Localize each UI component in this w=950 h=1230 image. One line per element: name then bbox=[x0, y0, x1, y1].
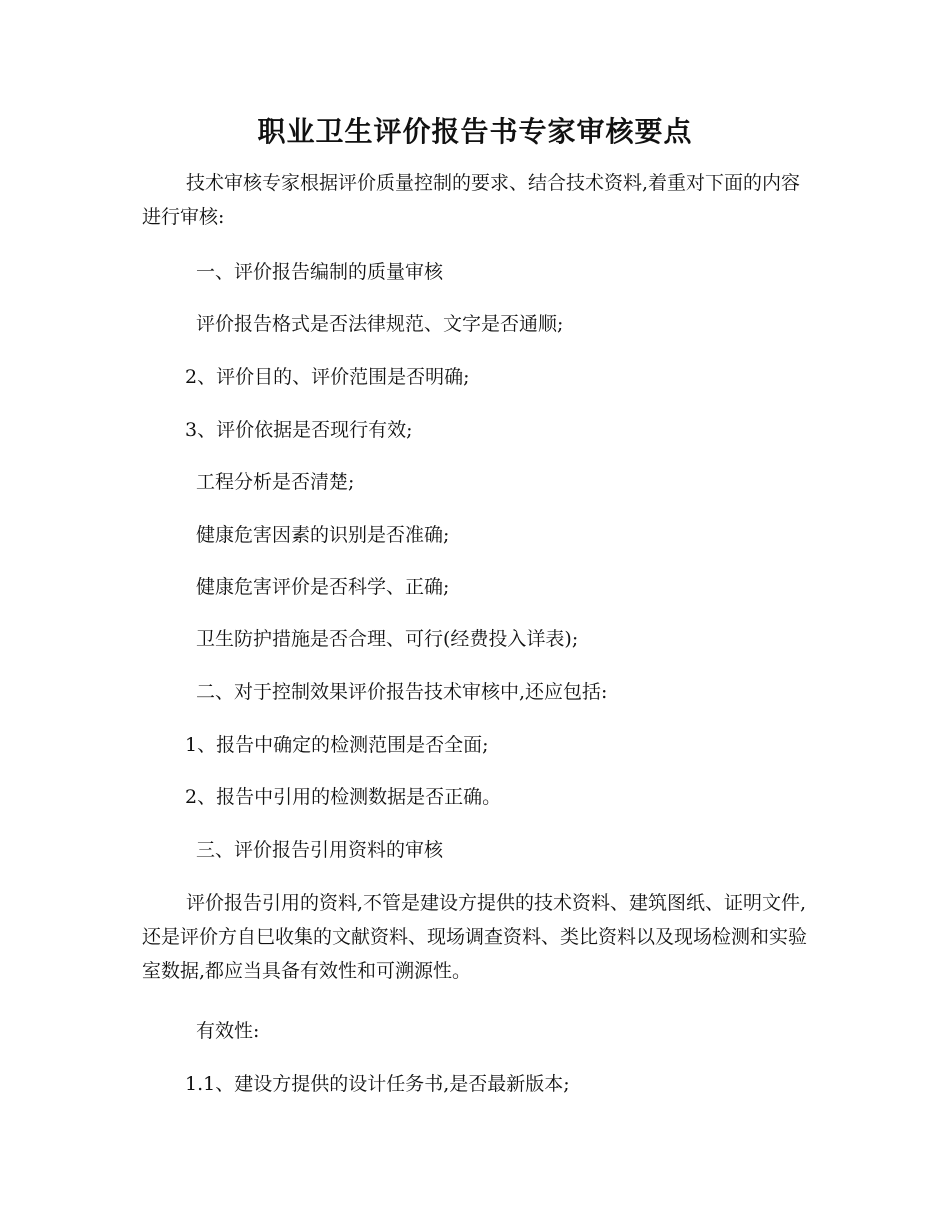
list-item: 健康危害因素的识别是否准确; bbox=[196, 524, 450, 546]
list-item: 卫生防护措施是否合理、可行(经费投入详表); bbox=[196, 628, 579, 650]
document-title: 职业卫生评价报告书专家审核要点 bbox=[257, 115, 693, 148]
list-item: 健康危害评价是否科学、正确; bbox=[196, 576, 450, 598]
subheading-validity: 有效性: bbox=[196, 1020, 260, 1042]
list-item: 1.1、建设方提供的设计任务书,是否最新版本; bbox=[185, 1073, 570, 1095]
list-item: 3、评价依据是否现行有效; bbox=[185, 419, 413, 441]
list-item: 1、报告中确定的检测范围是否全面; bbox=[185, 734, 489, 756]
list-item: 工程分析是否清楚; bbox=[196, 471, 355, 493]
intro-paragraph: 技术审核专家根据评价质量控制的要求、结合技术资料,着重对下面的内容进行审核: bbox=[142, 172, 801, 228]
list-item: 评价报告格式是否法律规范、文字是否通顺; bbox=[196, 313, 564, 335]
section-heading-3: 三、评价报告引用资料的审核 bbox=[196, 839, 444, 861]
body-paragraph: 评价报告引用的资料,不管是建设方提供的技术资料、建筑图纸、证明文件,还是评价方自巳收集的文献资料、现场调查资料、类比资料以及现场检测和实验室数据,都应当具备有效性和可溯源性。 bbox=[142, 892, 808, 982]
section-heading-1: 一、评价报告编制的质量审核 bbox=[196, 261, 444, 283]
list-item: 2、评价目的、评价范围是否明确; bbox=[185, 366, 470, 388]
section-heading-2: 二、对于控制效果评价报告技术审核中,还应包括: bbox=[196, 681, 608, 703]
list-item: 2、报告中引用的检测数据是否正确。 bbox=[185, 786, 502, 808]
